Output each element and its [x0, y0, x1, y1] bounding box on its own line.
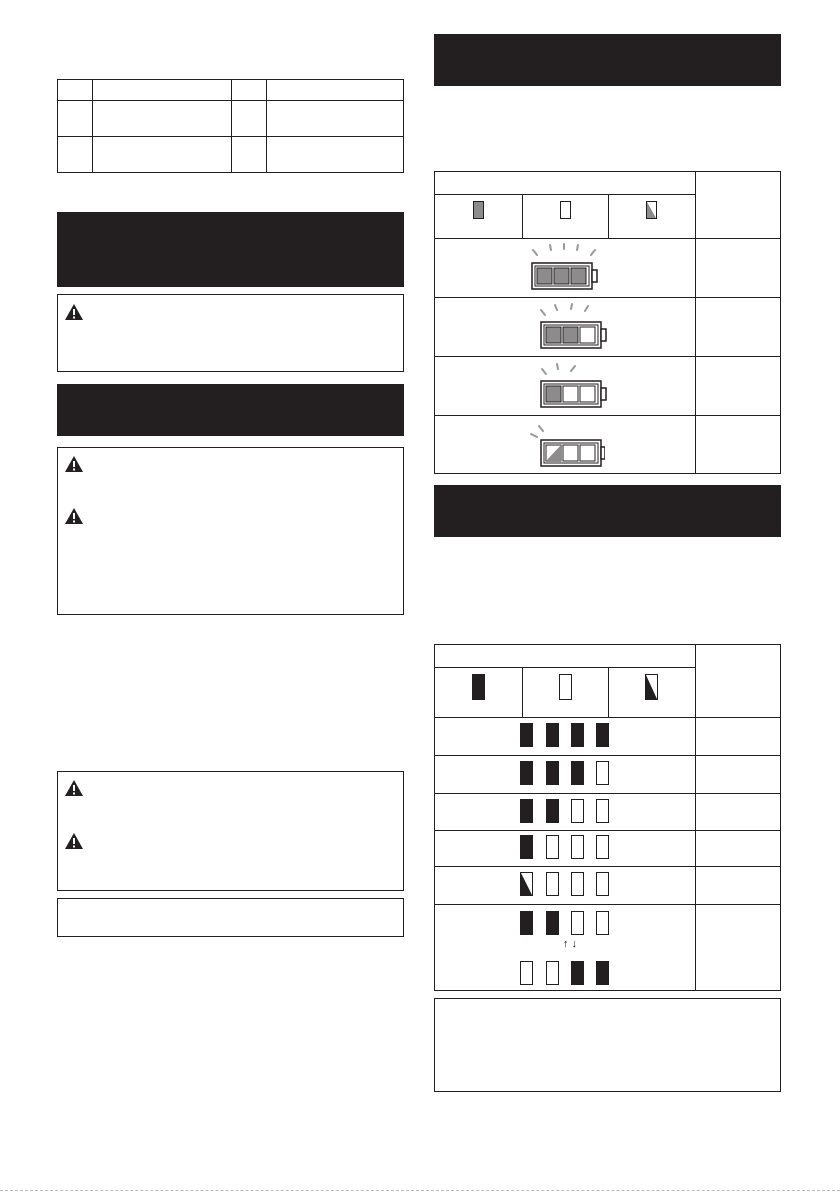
table-cell [232, 80, 267, 101]
table-cell [232, 137, 267, 173]
capacity-lamp [596, 911, 609, 935]
capacity-lamp [546, 872, 559, 896]
capacity-lamp [596, 761, 609, 785]
table-cell [267, 80, 404, 101]
capacity-lamp [596, 961, 609, 985]
capacity-lamp [520, 723, 533, 747]
table-cell [58, 101, 93, 137]
capacity-lamp [520, 911, 533, 935]
capacity-lamp [596, 872, 609, 896]
capacity-lamp [596, 723, 609, 747]
table-cell [93, 137, 232, 173]
capacity-lamp [520, 835, 533, 859]
table-cell [232, 101, 267, 137]
capacity-lamp [520, 799, 533, 823]
capacity-lamp [520, 872, 533, 896]
legend-lit-lamp [472, 674, 485, 700]
warning-box [57, 294, 404, 372]
note-box [434, 998, 781, 1092]
table-cell [93, 101, 232, 137]
capacity-lamp [546, 835, 559, 859]
legend-lit-lamp [473, 201, 484, 219]
warning-triangle-icon [64, 303, 84, 321]
warning-triangle-icon [64, 507, 84, 525]
capacity-lamp [571, 961, 584, 985]
warning-box [57, 771, 404, 891]
remaining-capacity-table [434, 644, 781, 991]
section-heading-bar [57, 212, 404, 287]
parts-table [57, 79, 404, 173]
warning-box [57, 447, 404, 615]
warning-triangle-icon [64, 455, 84, 473]
warning-triangle-icon [64, 779, 84, 797]
table-cell [267, 137, 404, 173]
battery-gauge-icon [535, 361, 615, 411]
capacity-lamp [571, 911, 584, 935]
capacity-lamp [571, 723, 584, 747]
capacity-lamp [520, 961, 533, 985]
charge-indicator-table [434, 171, 781, 474]
battery-gauge-icon [535, 302, 615, 352]
capacity-lamp [571, 799, 584, 823]
page-edge-guide [0, 1190, 840, 1191]
capacity-lamp [520, 761, 533, 785]
warning-triangle-icon [64, 832, 84, 850]
note-box [57, 898, 404, 937]
capacity-lamp [546, 799, 559, 823]
section-heading-bar [57, 384, 404, 436]
capacity-lamp [571, 761, 584, 785]
section-heading-bar [434, 485, 781, 537]
capacity-lamp [546, 911, 559, 935]
table-cell [58, 137, 93, 173]
legend-off-lamp [560, 201, 571, 219]
legend-blink-lamp [646, 201, 657, 219]
capacity-lamp [596, 799, 609, 823]
section-heading-bar [434, 34, 781, 86]
capacity-lamp [571, 872, 584, 896]
legend-off-lamp [559, 674, 572, 700]
table-cell [93, 80, 232, 101]
alternating-arrows: ↑ ↓ [562, 938, 578, 950]
battery-gauge-icon [523, 243, 603, 293]
table-cell [58, 80, 93, 101]
table-cell [267, 101, 404, 137]
capacity-lamp [546, 723, 559, 747]
capacity-lamp [546, 961, 559, 985]
legend-blink-lamp [645, 674, 658, 700]
capacity-lamp [546, 761, 559, 785]
battery-gauge-icon [525, 420, 605, 470]
capacity-lamp [571, 835, 584, 859]
capacity-lamp [596, 835, 609, 859]
